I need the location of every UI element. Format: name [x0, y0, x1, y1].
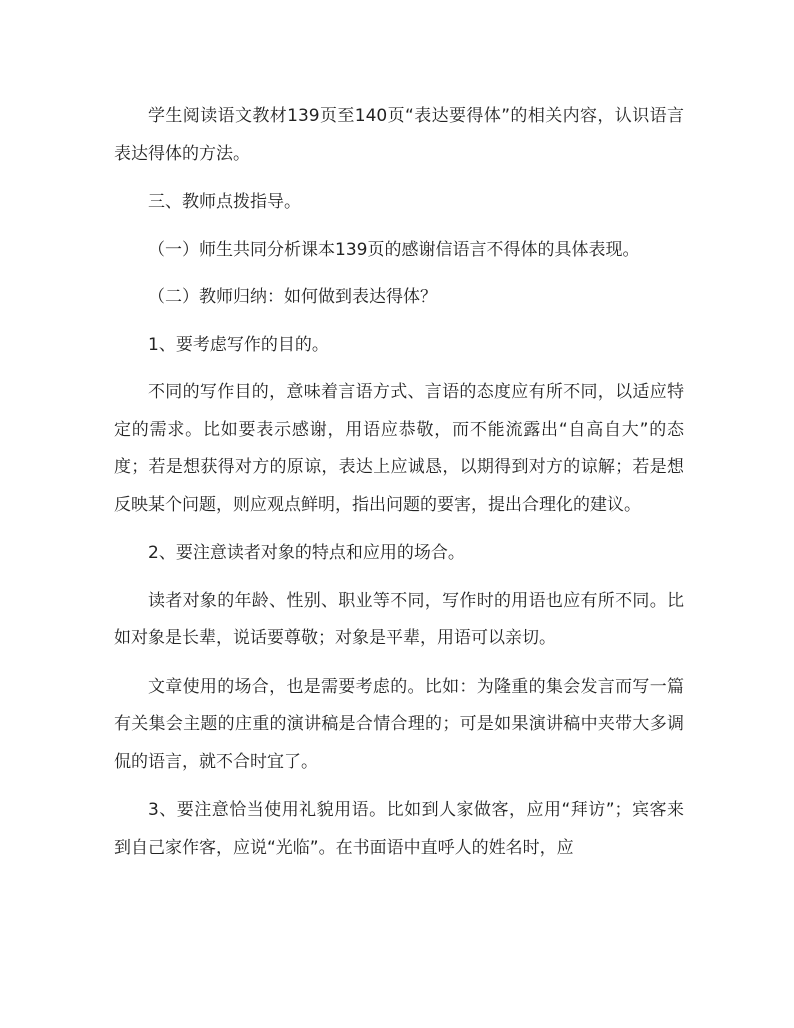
subheading-analysis: （一）师生共同分析课本139页的感谢信语言不得体的具体表现。: [148, 239, 640, 260]
point-1-heading: 1、要考虑写作的目的。: [148, 334, 329, 355]
point-2-heading: 2、要注意读者对象的特点和应用的场合。: [148, 543, 465, 563]
paragraph-reading-task: 学生阅读语文教材139页至140页“表达要得体”的相关内容，认识语言表达得体的方法。: [114, 106, 684, 164]
point-2-body-occasion: 文章使用的场合，也是需要考虑的。比如：为隆重的集会发言而写一篇有关集会主题的庄重的演讲稿是合情合理的；可是如果演讲稿中夹带大多调侃的语言，就不合时宜了。: [114, 676, 684, 772]
document-body: [114, 98, 684, 878]
subheading-summary: （二）教师归纳：如何做到表达得体？: [148, 287, 437, 307]
point-3-body: 3、要注意恰当使用礼貌用语。比如到人家做客，应用“拜访”；宾客来到自己家作客，应说“光临”。在书面语中直呼人的姓名时，应: [114, 800, 684, 858]
section-heading-teacher-guidance: 三、教师点拨指导。: [148, 192, 301, 212]
point-1-body: 不同的写作目的，意味着言语方式、言语的态度应有所不同，以适应特定的需求。比如要表示感谢，用语应恭敬，而不能流露出“自高自大”的态度；若是想获得对方的原谅，表达上应诚恳，以期得到对方的谅解；若是想反映某个问题，则应观点鲜明，指出问题的要害，提出合理化的建议。: [114, 382, 684, 515]
point-2-body-readers: 读者对象的年龄、性别、职业等不同，写作时的用语也应有所不同。比如对象是长辈，说话要尊敬；对象是平辈，用语可以亲切。: [114, 590, 684, 648]
